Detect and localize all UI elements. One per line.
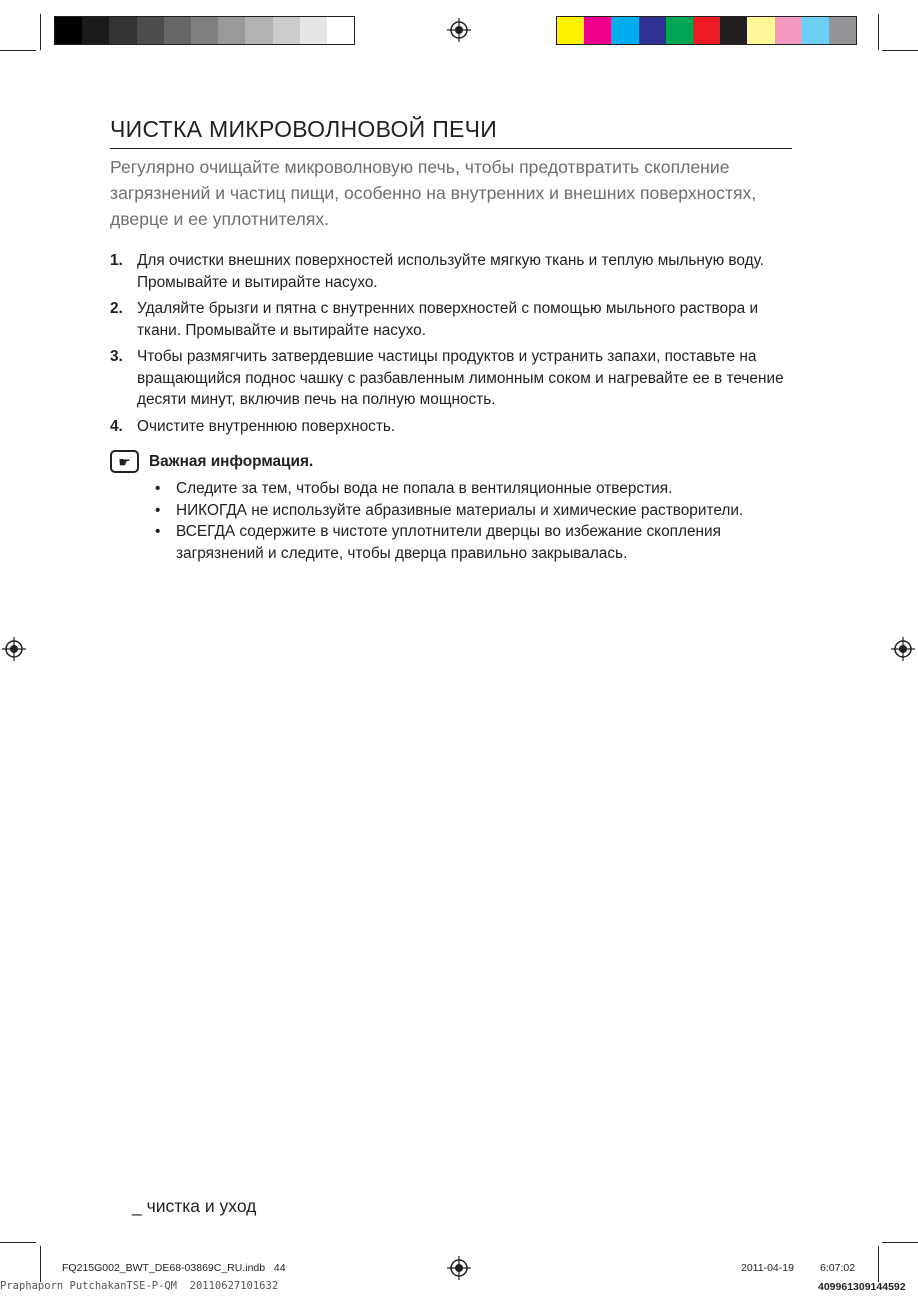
color-swatch — [137, 17, 164, 44]
color-swatch — [218, 17, 245, 44]
registration-mark-icon — [2, 637, 26, 661]
crop-mark — [40, 1246, 41, 1282]
note-title: Важная информация. — [149, 452, 314, 470]
grayscale-bar — [54, 16, 355, 45]
color-swatch — [666, 17, 693, 44]
step-number: 1. — [110, 252, 123, 269]
color-swatch — [55, 17, 82, 44]
registration-mark-icon — [891, 637, 915, 661]
list-item — [110, 346, 800, 411]
note-heading — [110, 450, 313, 473]
color-swatch — [164, 17, 191, 44]
list-item: • Следите за тем, чтобы вода не попала в вентиляционные отверстия. — [152, 478, 802, 500]
page-title: ЧИСТКА МИКРОВОЛНОВОЙ ПЕЧИ — [110, 116, 792, 149]
slug-user: Praphaporn PutchakanTSE-P-QM 20110627101632 — [0, 1280, 279, 1292]
section-footer: _ чистка и уход — [132, 1196, 257, 1216]
slug-time: 6:07:02 — [820, 1262, 856, 1274]
color-swatch — [584, 17, 611, 44]
step-text: Удаляйте брызги и пятна с внутренних поверхностей с помощью мыльного раствора и ткани. Промывайте и вытирайте насухо. — [137, 300, 759, 339]
slug-date: 2011-04-19 — [741, 1262, 794, 1274]
color-swatch — [829, 17, 856, 44]
crop-mark — [0, 50, 36, 51]
list-item — [110, 416, 800, 438]
color-bar — [556, 16, 857, 45]
step-number: 3. — [110, 348, 123, 365]
cleaning-steps-list — [110, 250, 800, 442]
list-item — [110, 250, 800, 293]
color-swatch — [557, 17, 584, 44]
list-item: • ВСЕГДА содержите в чистоте уплотнители дверцы во избежание скопления загрязнений и следите, чтобы дверца правильно закрывалась. — [152, 521, 802, 564]
slug-code: 409961309144592 — [818, 1281, 906, 1293]
color-swatch — [693, 17, 720, 44]
crop-mark — [40, 14, 41, 50]
list-item: • НИКОГДА не используйте абразивные материалы и химические растворители. — [152, 500, 802, 522]
color-swatch — [245, 17, 272, 44]
color-swatch — [273, 17, 300, 44]
crop-mark — [0, 1242, 36, 1243]
pointing-hand-icon: ☛ — [110, 450, 139, 473]
step-number: 2. — [110, 300, 123, 317]
color-swatch — [639, 17, 666, 44]
intro-paragraph: Регулярно очищайте микроволновую печь, чтобы предотвратить скопление загрязнений и частиц пищи, особенно на внутренних и внешних поверхностях, дверце и ее уплотнителях. — [110, 157, 757, 229]
color-swatch — [191, 17, 218, 44]
color-swatch — [720, 17, 747, 44]
note-bullet-list — [152, 478, 802, 564]
crop-mark — [878, 1246, 879, 1282]
color-swatch — [300, 17, 327, 44]
slug-file-name: FQ215G002_BWT_DE68-03869C_RU.indb 44 — [62, 1262, 286, 1274]
color-swatch — [611, 17, 638, 44]
color-swatch — [109, 17, 136, 44]
registration-mark-icon — [447, 18, 471, 42]
registration-mark-icon — [447, 1256, 471, 1280]
step-text: Чтобы размягчить затвердевшие частицы продуктов и устранить запахи, поставьте на вращающийся поднос чашку с разбавленным лимонным соком и нагревайте ее в течение десяти минут, включив печь на полную мощность. — [137, 348, 784, 408]
color-swatch — [82, 17, 109, 44]
crop-mark — [882, 1242, 918, 1243]
crop-mark — [882, 50, 918, 51]
list-item — [110, 298, 800, 341]
step-text: Очистите внутреннюю поверхность. — [137, 417, 396, 435]
color-swatch — [802, 17, 829, 44]
color-swatch — [327, 17, 354, 44]
step-number: 4. — [110, 417, 123, 435]
color-swatch — [747, 17, 774, 44]
step-text: Для очистки внешних поверхностей используйте мягкую ткань и теплую мыльную воду. Промывайте и вытирайте насухо. — [137, 252, 765, 291]
color-swatch — [775, 17, 802, 44]
crop-mark — [878, 14, 879, 50]
